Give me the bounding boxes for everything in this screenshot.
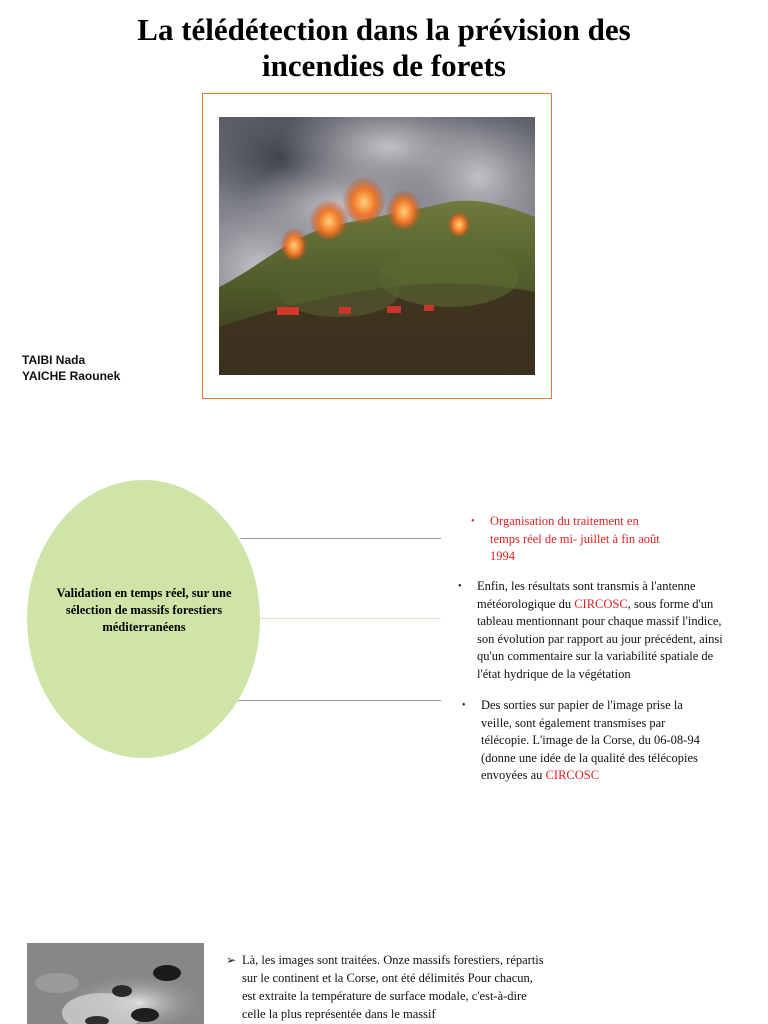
bullet-3-line-3: télécopie. L'image de la Corse, du 06-08-94	[481, 733, 700, 747]
circosc-label: CIRCOSC	[574, 596, 628, 611]
bullet-dot: •	[471, 516, 475, 527]
bullet-3-line-4: (donne une idée de la qualité des télécopies	[481, 750, 698, 765]
forest-fire-photo	[219, 117, 535, 375]
bullet-3-line-2: veille, sont également transmises par	[481, 715, 666, 730]
bullet-dot: •	[458, 581, 462, 592]
title-line-1: La télédétection dans la prévision des	[137, 12, 631, 47]
circosc-label: CIRCOSC	[545, 768, 600, 782]
connector-line-top	[240, 538, 441, 539]
satellite-fax-image	[27, 943, 204, 1024]
bullet-resultats	[458, 578, 763, 683]
bullet-3-line-1: Des sorties sur papier de l'image prise la	[481, 698, 683, 712]
connector-line-bottom	[238, 700, 441, 701]
connector-line-middle	[259, 618, 441, 619]
bullet-1-line-2: temps réel de mi- juillet à fin août	[490, 531, 660, 546]
bullet-3-line-5-pre: envoyées au	[481, 768, 546, 782]
author-2: YAICHE Raounek	[22, 369, 121, 383]
title-line-2: incendies de forets	[262, 48, 506, 83]
bullet-1-line-3: 1994	[490, 549, 515, 563]
page-title	[0, 12, 768, 84]
bottom-line-4: celle la plus représentée dans le massif	[242, 1007, 436, 1021]
bullet-2-line-4: son évolution par rapport au jour précédent, ainsi	[477, 631, 723, 646]
arrow-bullet-icon: ➢	[226, 953, 237, 967]
ellipse-text: Validation en temps réel, sur une sélection de massifs forestiers méditerranéens	[56, 586, 232, 634]
bullet-2-line-6: l'état hydrique de la végétation	[477, 666, 631, 681]
bottom-line-1: Là, les images sont traitées. Onze massifs forestiers, répartis	[242, 953, 544, 967]
bullet-3-line-5	[481, 767, 742, 785]
bullet-2-line-2-pre: météorologique du	[477, 596, 575, 611]
bullet-2-line-1: Enfin, les résultats sont transmis à l'antenne	[477, 579, 696, 593]
author-1: TAIBI Nada	[22, 353, 86, 367]
bottom-paragraph	[226, 951, 596, 1023]
bullet-2-line-2	[477, 596, 763, 614]
bullet-organisation	[471, 513, 701, 566]
bullet-1-line-1: Organisation du traitement en	[490, 514, 639, 528]
bullet-sorties	[462, 697, 742, 785]
bullet-2-line-3: tableau mentionnant pour chaque massif l'indice,	[477, 614, 722, 628]
bullet-dot: •	[462, 700, 466, 711]
authors	[22, 352, 120, 384]
bottom-line-3: est extraite la température de surface modale, c'est-à-dire	[242, 989, 527, 1003]
bullet-2-line-5: qu'un commentaire sur la variabilité spatiale de	[477, 649, 714, 663]
bullet-2-line-2-post: , sous forme d'un	[627, 596, 714, 611]
bottom-line-2: sur le continent et la Corse, ont été délimités Pour chacun,	[242, 971, 533, 985]
